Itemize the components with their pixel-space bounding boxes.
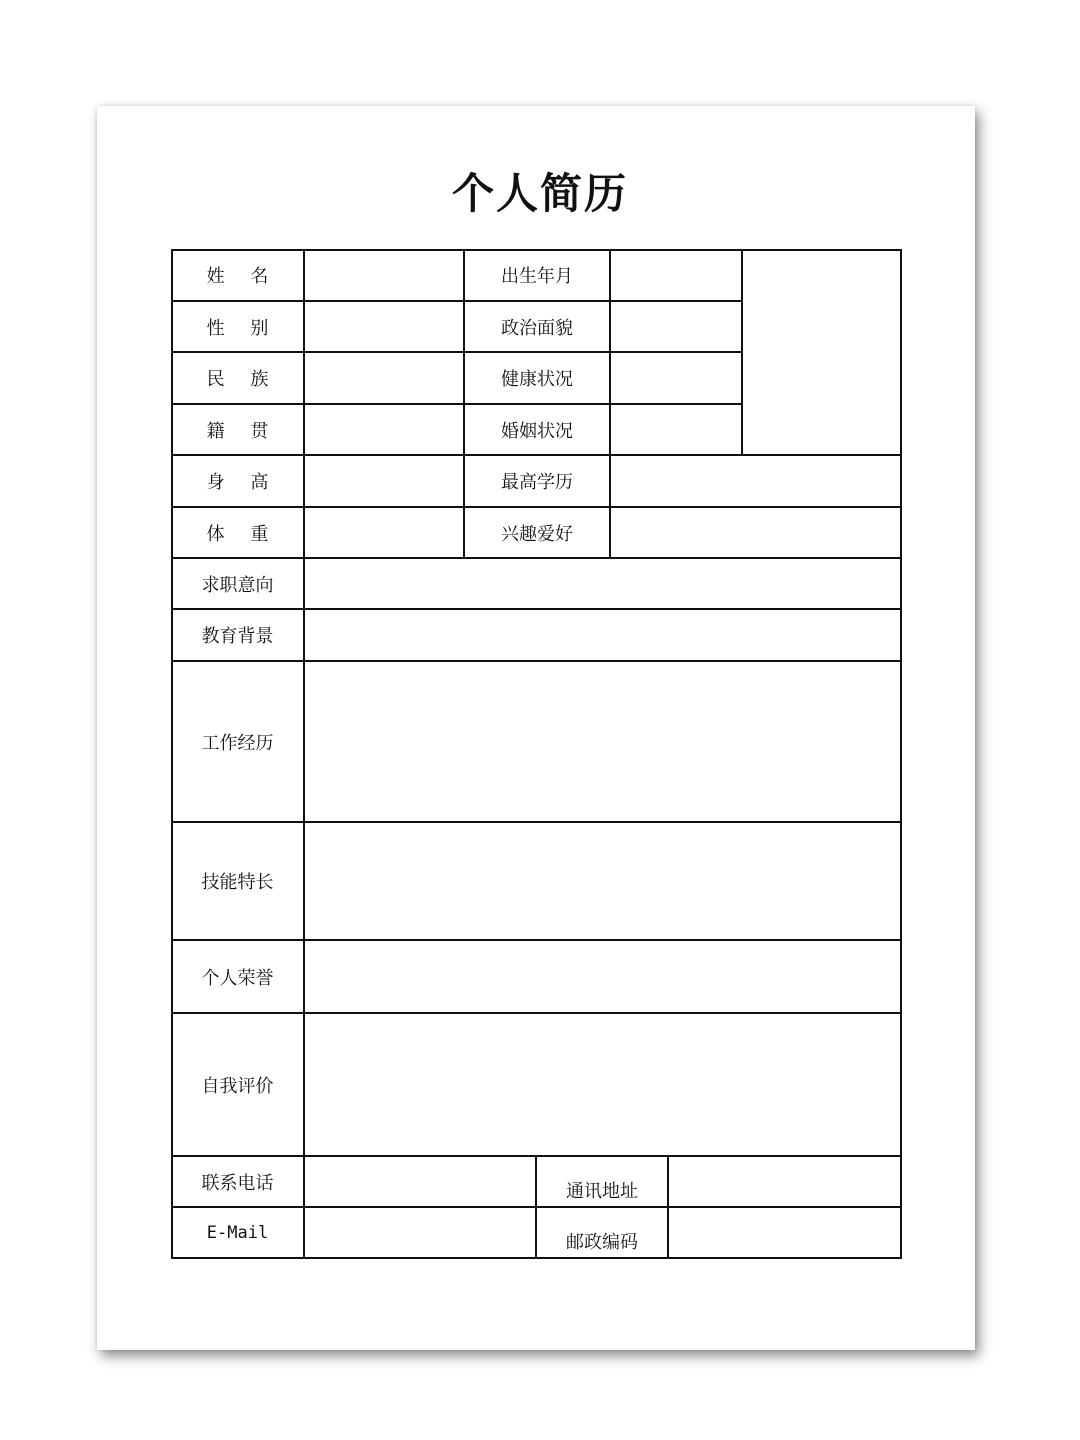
height-label-cell [171,455,304,507]
marital-label: 婚姻状况 [501,420,573,442]
gender-label-cell [171,301,304,352]
political-label-cell [464,301,610,352]
weight-field[interactable] [304,507,464,558]
postcode-field[interactable] [668,1207,901,1258]
honors-label: 个人荣誉 [201,967,274,989]
ethnicity-label: 民 族 [206,369,269,390]
health-label-cell [464,352,610,404]
political-field[interactable] [610,301,742,352]
health-label: 健康状况 [501,369,573,390]
native-field[interactable] [304,404,464,455]
self-eval-label-cell [171,1013,304,1156]
job-intent-label-cell [171,558,304,609]
birth-field[interactable] [610,249,742,301]
email-field[interactable] [304,1207,536,1258]
gender-label: 性 别 [206,317,269,339]
email-label-cell [171,1207,304,1258]
native-label-cell [171,404,304,455]
job-intent-label: 求职意向 [201,574,274,596]
education-label: 教育背景 [201,626,274,647]
skills-field[interactable] [304,822,901,940]
skills-label-cell [171,822,304,940]
weight-label: 体 重 [206,523,269,545]
honors-label-cell [171,940,304,1013]
postcode-label: 邮政编码 [566,1231,638,1253]
height-label: 身 高 [206,472,269,493]
birth-label: 出生年月 [501,266,573,287]
work-label-cell [171,661,304,822]
political-label: 政治面貌 [501,317,573,339]
height-field[interactable] [304,455,464,507]
address-field[interactable] [668,1156,901,1207]
weight-label-cell [171,507,304,558]
hobbies-label: 兴趣爱好 [501,523,573,545]
education-field[interactable] [304,609,901,661]
marital-field[interactable] [610,404,742,455]
job-intent-field[interactable] [304,558,901,609]
hobbies-field[interactable] [610,507,901,558]
address-label: 通讯地址 [566,1180,638,1202]
education-level-field[interactable] [610,455,901,507]
health-field[interactable] [610,352,742,404]
gender-field[interactable] [304,301,464,352]
birth-label-cell [464,249,610,301]
education-level-label-cell [464,455,610,507]
self-eval-field[interactable] [304,1013,901,1156]
postcode-label-cell [536,1215,668,1266]
name-label: 姓 名 [206,266,269,287]
phone-field[interactable] [304,1156,536,1207]
email-label: E-Mail [206,1222,269,1243]
phone-label-cell [171,1156,304,1207]
name-field[interactable] [304,249,464,301]
marital-label-cell [464,404,610,455]
ethnicity-field[interactable] [304,352,464,404]
phone-label: 联系电话 [201,1172,274,1194]
self-eval-label: 自我评价 [201,1075,274,1097]
ethnicity-label-cell [171,352,304,404]
honors-field[interactable] [304,940,901,1013]
page-title: 个人简历 [451,169,628,218]
education-label-cell [171,609,304,661]
work-field[interactable] [304,661,901,822]
name-label-cell [171,249,304,301]
address-label-cell [536,1164,668,1215]
resume-table [171,249,902,1259]
photo-box[interactable] [742,249,901,455]
education-level-label: 最高学历 [501,472,573,493]
hobbies-label-cell [464,507,610,558]
work-label: 工作经历 [201,732,274,754]
native-label: 籍 贯 [206,420,269,442]
skills-label: 技能特长 [201,872,274,893]
